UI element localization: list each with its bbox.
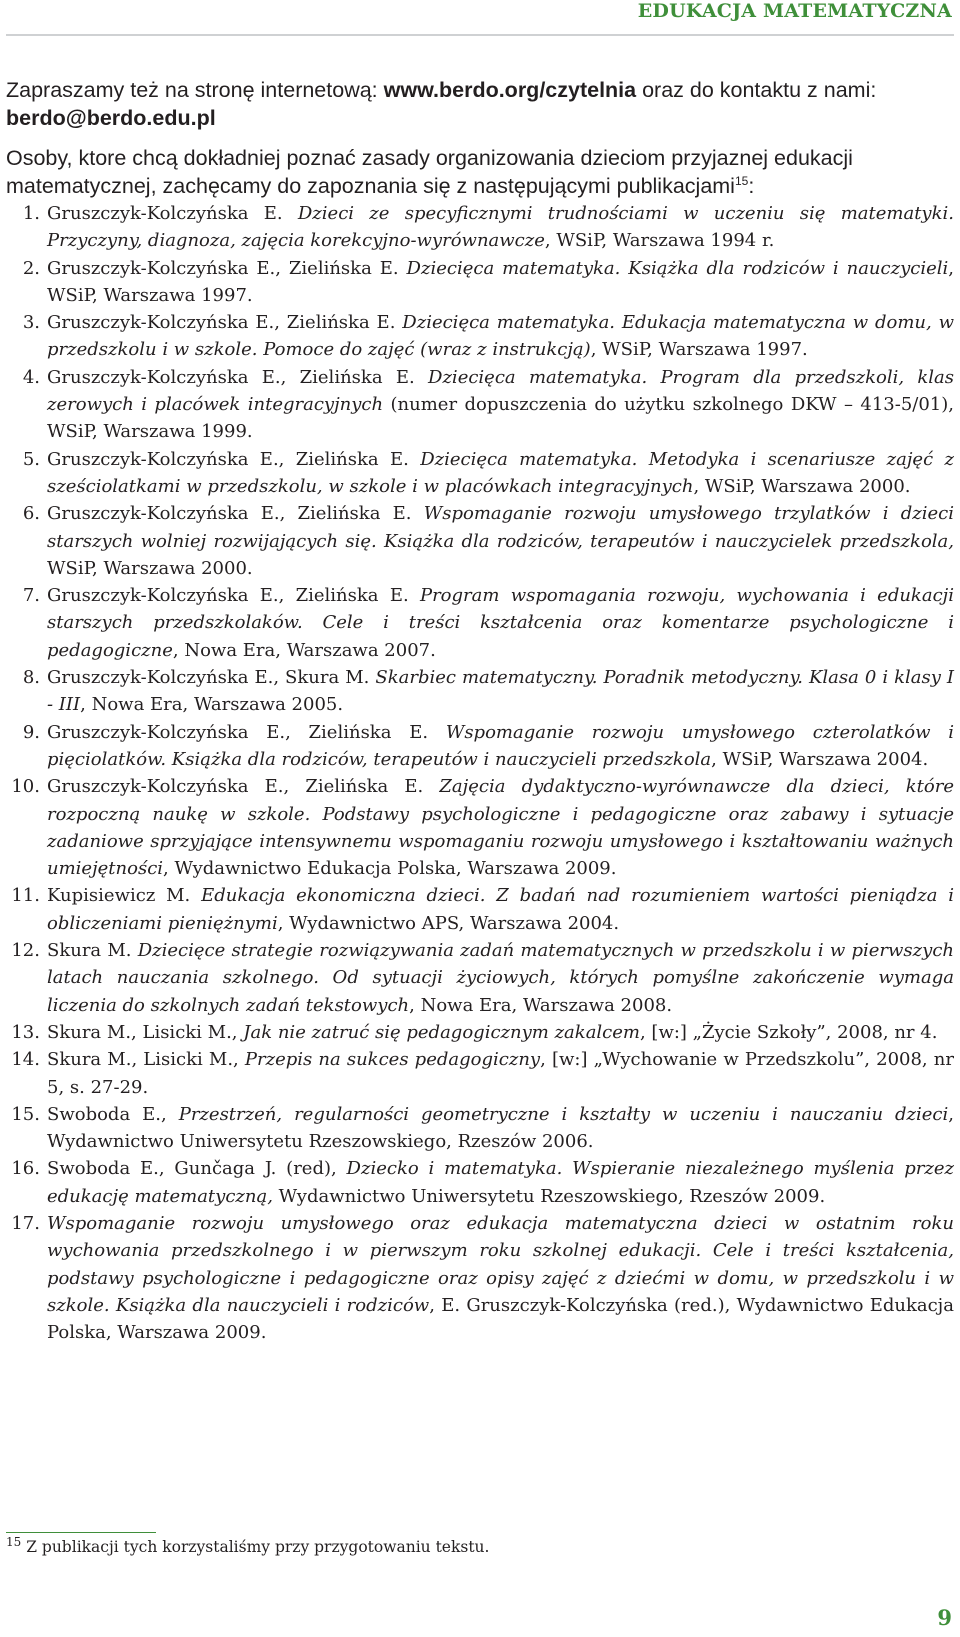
reference-title: Dziecięca matematyka. Edukacja matematyczna w domu, w przedszkolu i w szkole. Pomoce do zajęć (wraz z instrukcją)	[47, 312, 954, 361]
reference-number: 16.	[11, 1158, 40, 1180]
reference-number: 3.	[22, 312, 40, 334]
reference-author: Skura M.	[47, 940, 138, 962]
reference-details: , Nowa Era, Warszawa 2005.	[80, 694, 344, 716]
reference-item	[6, 582, 954, 664]
reference-details: , WSiP, Warszawa 1994 r.	[544, 230, 775, 252]
reference-title: Skarbiec matematyczny. Poradnik metodyczny. Klasa 0 i klasy I - III	[47, 667, 954, 716]
reference-number: 13.	[11, 1021, 40, 1043]
reference-details: , [w:] „Wychowanie w Przedszkolu”, 2008, nr 5, s. 27-29.	[47, 1049, 954, 1098]
reference-title: Wspomaganie rozwoju umysłowego czterolatków i pięciolatków. Książka dla rodziców, terapeutów i nauczycieli przedszkola	[47, 721, 954, 770]
header-title: EDUKACJA MATEMATYCZNA	[637, 0, 952, 22]
reference-item	[6, 1046, 954, 1101]
reference-number: 6.	[22, 503, 40, 525]
footnote-divider	[6, 1532, 156, 1533]
reference-author: Gruszczyk-Kolczyńska E., Zielińska E.	[47, 366, 429, 388]
reference-title: Przestrzeń, regularności geometryczne i kształty w uczeniu i nauczaniu dzieci	[178, 1103, 949, 1125]
reference-details: Wydawnictwo Uniwersytetu Rzeszowskiego, Rzeszów 2009.	[272, 1185, 826, 1207]
reference-details: WSiP, Warszawa 2000.	[47, 557, 253, 579]
reference-number: 10.	[11, 776, 40, 798]
reference-author: Gruszczyk-Kolczyńska E.	[47, 203, 298, 224]
reference-title: Edukacja ekonomiczna dzieci. Z badań nad rozumieniem wartości pieniądza i obliczeniami pieniężnymi	[47, 885, 954, 934]
footnote	[6, 1534, 490, 1557]
reference-details: , WSiP, Warszawa 2004.	[711, 748, 929, 770]
reference-item	[6, 1210, 954, 1346]
reference-details: , Nowa Era, Warszawa 2007.	[172, 639, 436, 661]
reference-title: Dziecięca matematyka. Program dla przedszkoli, klas zerowych i placówek integracyjnych	[47, 366, 954, 416]
reference-number: 11.	[11, 885, 40, 907]
intro-paragraph-contact: Zapraszamy też na stronę internetową: www.berdo.org/czytelnia oraz do kontaktu z nami: berdo@berdo.edu.pl	[6, 78, 877, 130]
reference-title: Dziecko i matematyka. Wspieranie niezależnego myślenia przez edukację matematyczną,	[47, 1158, 954, 1207]
footnote-text: Z publikacji tych korzystaliśmy przy przygotowaniu tekstu.	[21, 1538, 490, 1556]
reference-number: 5.	[22, 448, 40, 470]
reference-details: , Wydawnictwo Uniwersytetu Rzeszowskiego, Rzeszów 2006.	[47, 1103, 954, 1153]
reference-number: 9.	[22, 721, 40, 743]
reference-item	[6, 1019, 954, 1046]
reference-item	[6, 500, 954, 582]
page-number: 9	[937, 1605, 952, 1630]
reference-number: 7.	[22, 585, 40, 607]
reference-title: Wspomaganie rozwoju umysłowego trzylatków i dzieci starszych wolniej rozwijających się. Książka dla rodziców, terapeutów i nauczycielek przedszkola,	[47, 503, 954, 552]
reference-title: Zajęcia dydaktyczno-wyrównawcze dla dzieci, które rozpoczną naukę w szkole. Podstawy psychologiczne i pedagogiczne oraz zabawy i sytuacje zadaniowe sprzyjające intensywnemu wspomaganiu rozwoju umysłowego i kształtowaniu ważnych umiejętności	[47, 776, 954, 880]
reference-item	[6, 719, 954, 774]
reference-details: , WSiP, Warszawa 1997.	[47, 257, 954, 306]
reference-item	[6, 882, 954, 937]
reference-author: Gruszczyk-Kolczyńska E., Skura M.	[47, 667, 376, 689]
reference-number: 15.	[11, 1103, 40, 1125]
reference-details: , WSiP, Warszawa 2000.	[693, 475, 911, 497]
reference-item	[6, 1155, 954, 1210]
reference-author: Gruszczyk-Kolczyńska E., Zielińska E.	[47, 585, 420, 607]
reference-details: (numer dopuszczenia do użytku szkolnego DKW – 413-5/01), WSiP, Warszawa 1999.	[47, 394, 954, 443]
reference-details: , Nowa Era, Warszawa 2008.	[409, 994, 673, 1016]
reference-item	[6, 664, 954, 719]
reference-details: , WSiP, Warszawa 1997.	[590, 339, 808, 361]
reference-item	[6, 309, 954, 364]
footnote-mark: 15	[6, 1534, 22, 1549]
reference-author: Swoboda E.,	[47, 1103, 179, 1125]
reference-author: Gruszczyk-Kolczyńska E., Zielińska E.	[47, 503, 424, 525]
reference-author: Gruszczyk-Kolczyńska E., Zielińska E.	[47, 721, 446, 743]
reference-title: Wspomaganie rozwoju umysłowego oraz edukacja matematyczna dzieci w ostatnim roku wychowania przedszkolnego i w pierwszym roku szkolnej edukacji. Cele i treści kształcenia, podstawy psychologiczne i pedagogiczne oraz opisy zajęć z dziećmi w domu, w przedszkolu i w szkole. Książka dla nauczycieli i rodziców	[47, 1212, 954, 1316]
reference-details: , [w:] „Życie Szkoły”, 2008, nr 4.	[639, 1021, 938, 1043]
reference-author: Gruszczyk-Kolczyńska E., Zielińska E.	[47, 448, 421, 470]
reference-details: , E. Gruszczyk-Kolczyńska (red.), Wydawnictwo Edukacja Polska, Warszawa 2009.	[47, 1294, 954, 1344]
reference-title: Dzieci ze specyficznymi trudnościami w uczeniu się matematyki. Przyczyny, diagnoza, zajęcia korekcyjno-wyrównawcze	[47, 203, 954, 252]
reference-details: , Wydawnictwo Edukacja Polska, Warszawa 2009.	[163, 858, 617, 880]
reference-item	[6, 773, 954, 882]
page-content	[6, 76, 954, 1346]
reference-item	[6, 200, 954, 255]
reference-title: Przepis na sukces pedagogiczny	[244, 1049, 541, 1071]
reference-item	[6, 446, 954, 501]
reference-author: Swoboda E., Gunčaga J. (red),	[47, 1158, 347, 1180]
reference-title: Program wspomagania rozwoju, wychowania i edukacji starszych przedszkolaków. Cele i treści kształcenia oraz komentarze psychologiczne i pedagogiczne	[47, 585, 954, 661]
reference-number: 8.	[22, 667, 40, 689]
reference-item	[6, 937, 954, 1019]
reference-details: , Wydawnictwo APS, Warszawa 2004.	[277, 912, 620, 934]
footnote-ref: 15	[734, 173, 749, 188]
reference-number: 4.	[22, 366, 40, 388]
reference-list	[6, 200, 954, 1346]
reference-author: Gruszczyk-Kolczyńska E., Zielińska E.	[47, 257, 407, 279]
intro-paragraph-publications: Osoby, ktore chcą dokładniej poznać zasady organizowania dzieciom przyjaznej edukacji matematycznej, zachęcamy do zapoznania się z następującymi publikacjami$^{15}$:	[6, 146, 853, 198]
reference-item	[6, 255, 954, 310]
reference-number: 17.	[11, 1212, 40, 1234]
website-link[interactable]: www.berdo.org/czytelnia	[383, 78, 637, 102]
reference-item	[6, 1101, 954, 1156]
reference-item	[6, 364, 954, 446]
running-header	[6, 0, 954, 36]
reference-author: Gruszczyk-Kolczyńska E., Zielińska E.	[47, 776, 440, 798]
reference-author: Skura M., Lisicki M.,	[47, 1021, 244, 1043]
reference-number: 14.	[11, 1049, 40, 1071]
reference-title: Dziecięca matematyka. Książka dla rodziców i nauczycieli	[406, 257, 949, 279]
reference-author: Gruszczyk-Kolczyńska E., Zielińska E.	[47, 312, 403, 334]
reference-title: Jak nie zatruć się pedagogicznym zakalcem	[243, 1021, 640, 1043]
reference-author: Kupisiewicz M.	[47, 885, 202, 907]
reference-number: 2.	[22, 257, 40, 279]
reference-number: 1.	[22, 203, 40, 224]
reference-number: 12.	[11, 940, 40, 962]
reference-author: Skura M., Lisicki M.,	[47, 1049, 245, 1071]
reference-title: Dziecięca matematyka. Metodyka i scenariusze zajęć z sześciolatkami w przedszkolu, w szkole i w placówkach integracyjnych	[47, 448, 954, 497]
email-link[interactable]: berdo@berdo.edu.pl	[6, 106, 216, 130]
reference-title: Dziecięce strategie rozwiązywania zadań matematycznych w przedszkolu i w pierwszych latach nauczania szkolnego. Od sytuacji życiowych, których pomyślne zakończenie wymaga liczenia do szkolnych zadań tekstowych	[47, 940, 954, 1016]
